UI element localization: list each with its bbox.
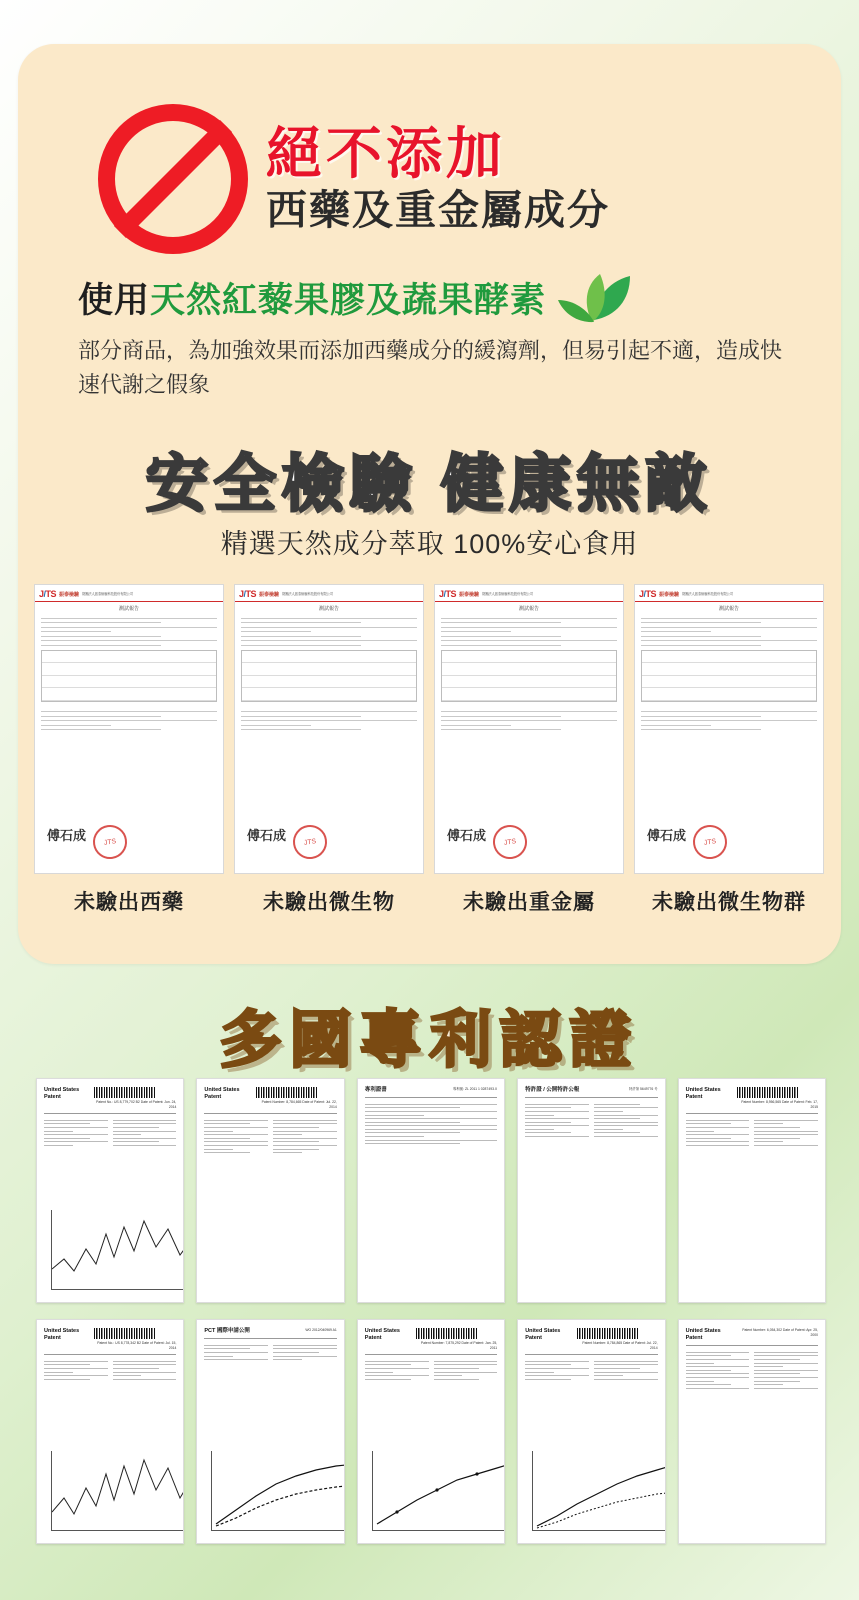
certificate-document (234, 584, 424, 874)
patent-title: 專利證書 (364, 1087, 387, 1093)
patent-title: United States Patent (685, 1087, 721, 1101)
certificate-body (435, 618, 623, 646)
patent-figure (372, 1451, 505, 1531)
patent-meta: Patent No.: US 8,778,342 B2 Date of Patent: Jul. 15, 2014 (97, 1341, 177, 1351)
patent-header (44, 1087, 176, 1114)
patent-columns (204, 1117, 336, 1156)
patent-document[interactable] (678, 1319, 826, 1544)
patent-document[interactable] (196, 1319, 344, 1544)
patent-header (365, 1328, 497, 1355)
no-additive-text (266, 122, 610, 233)
patent-header (204, 1328, 336, 1339)
patent-figure (51, 1451, 184, 1531)
lab-stamp-icon: JTS (691, 823, 729, 861)
patent-title: United States Patent (364, 1328, 400, 1342)
patent-meta: 特許第 5649776 号 (628, 1087, 658, 1091)
lab-stamp-icon: JTS (291, 823, 329, 861)
certificate-header (435, 585, 623, 602)
certificate-title: 測試報告 (518, 606, 539, 612)
certificate-caption: 未驗出微生物群 (652, 891, 806, 914)
barcode-icon (737, 1087, 799, 1098)
patent-header (525, 1328, 657, 1355)
patent-columns (525, 1358, 657, 1382)
certificate-header (635, 585, 823, 602)
patent-document[interactable] (517, 1078, 665, 1303)
signature: 傅石成 (47, 828, 87, 843)
certificate-title: 測試報告 (118, 606, 139, 612)
patent-meta: Patent Number: 7,875,292 Date of Patent: Jan. 25, 2011 (420, 1341, 498, 1351)
patent-header (365, 1087, 497, 1098)
natural-highlight: 天然紅藜果膠及蔬果酵素 (150, 281, 547, 320)
patent-title: United States Patent (685, 1328, 721, 1342)
patent-meta: Patent Number: 8,784,865 Date of Patent: Jul. 22, 2014 (582, 1341, 658, 1351)
prohibition-icon (98, 104, 248, 254)
patent-title: United States Patent (44, 1087, 80, 1101)
no-additive-line1: 絕不添加 (266, 122, 506, 186)
patent-figure (532, 1451, 665, 1531)
warning-paragraph: 部分商品，為加強效果而添加西藥成分的緩瀉劑，但易引起不適，造成快速代謝之假象 (78, 338, 783, 398)
certificate-title: 測試報告 (318, 606, 339, 612)
certificate-result-table (641, 650, 817, 702)
certificate-result-table (441, 650, 617, 702)
patent-figure (211, 1451, 344, 1531)
patent-meta: Patent No.: US 8,779,702 B2 Date of Patent: Jun. 24, 2014 (96, 1100, 177, 1110)
safety-sub-slogan: 精選天然成分萃取 100%安心食用 (220, 529, 639, 559)
lab-header-note: 財團法人振泰檢驗科技股份有限公司 (282, 591, 334, 596)
leaf-icon (554, 272, 634, 324)
patent-columns (525, 1101, 657, 1140)
patent-section-title: 多國專利認證 (219, 1007, 640, 1075)
patent-meta: Patent Number: 8,784,665 Date of Patent: Jul. 22, 2014 (261, 1100, 337, 1110)
certificate-document (634, 584, 824, 874)
lab-header-note: 財團法人振泰檢驗科技股份有限公司 (482, 591, 534, 596)
certificate-title: 測試報告 (718, 606, 739, 612)
patent-columns (686, 1117, 818, 1148)
lab-name: 振泰檢驗 (659, 591, 680, 598)
patent-figure (51, 1210, 184, 1290)
safety-slogan: 安全檢驗 健康無敵 (145, 450, 714, 519)
certificate-item[interactable] (634, 584, 824, 916)
barcode-icon (94, 1328, 156, 1339)
patent-title: PCT 國際申請公開 (204, 1328, 250, 1334)
certificate-footnotes (435, 706, 623, 736)
patent-title: United States Patent (525, 1328, 561, 1342)
jts-logo-icon: J/TS (439, 589, 457, 599)
signature: 傅石成 (247, 828, 287, 843)
barcode-icon (94, 1087, 156, 1098)
patent-document[interactable] (196, 1078, 344, 1303)
certificate-caption: 未驗出西藥 (74, 891, 184, 914)
patent-columns (686, 1349, 818, 1391)
signature: 傅石成 (447, 828, 487, 843)
barcode-icon (256, 1087, 318, 1098)
patent-columns (365, 1358, 497, 1382)
patent-meta: Patent Number: 6,054,302 Date of Patent: Apr. 25, 2000 (742, 1328, 818, 1338)
patent-columns (204, 1342, 336, 1363)
certificate-body (235, 618, 423, 646)
certificate-footnotes (35, 706, 223, 736)
certificate-caption: 未驗出微生物 (263, 891, 395, 914)
certificate-footnotes (235, 706, 423, 736)
barcode-icon (416, 1328, 478, 1339)
certificate-header (235, 585, 423, 602)
patent-document[interactable] (678, 1078, 826, 1303)
lab-header-note: 財團法人振泰檢驗科技股份有限公司 (682, 591, 734, 596)
barcode-icon (577, 1328, 639, 1339)
patent-meta: 專利號: ZL 2011 1 0287493.X (452, 1087, 498, 1091)
patent-document-grid (36, 1078, 826, 1544)
certificate-caption: 未驗出重金屬 (463, 891, 595, 914)
patent-columns (44, 1358, 176, 1382)
certificate-item[interactable] (434, 584, 624, 916)
patent-header (44, 1328, 176, 1355)
no-additive-banner (98, 104, 778, 254)
patent-header (525, 1087, 657, 1098)
no-additive-line2: 西藥及重金屬成分 (266, 186, 610, 233)
certificate-header (35, 585, 223, 602)
certificate-body (635, 618, 823, 646)
certificate-item[interactable] (234, 584, 424, 916)
patent-document[interactable] (36, 1319, 184, 1544)
patent-document[interactable] (517, 1319, 665, 1544)
patent-meta: WO 2012/040969 A1 (305, 1328, 337, 1332)
patent-document[interactable] (357, 1078, 505, 1303)
patent-title: 特許證 / 公開特許公報 (525, 1087, 580, 1093)
patent-columns (365, 1101, 497, 1147)
certificate-result-table (41, 650, 217, 702)
patent-columns (44, 1117, 176, 1148)
patent-title: United States Patent (204, 1087, 240, 1101)
certificate-list (34, 584, 824, 916)
patent-title: United States Patent (44, 1328, 80, 1342)
certificate-document (34, 584, 224, 874)
safety-card (18, 44, 841, 964)
natural-prefix: 使用 (78, 281, 151, 320)
natural-ingredient-line (78, 272, 778, 324)
patent-document[interactable] (36, 1078, 184, 1303)
lab-stamp-icon: JTS (91, 823, 129, 861)
jts-logo-icon: J/TS (39, 589, 57, 599)
jts-logo-icon: J/TS (639, 589, 657, 599)
lab-name: 振泰檢驗 (259, 591, 280, 598)
lab-name: 振泰檢驗 (59, 591, 80, 598)
lab-header-note: 財團法人振泰檢驗科技股份有限公司 (82, 591, 134, 596)
certificate-item[interactable] (34, 584, 224, 916)
certificate-result-table (241, 650, 417, 702)
certificate-footnotes (635, 706, 823, 736)
patent-header (686, 1328, 818, 1346)
patent-document[interactable] (357, 1319, 505, 1544)
patent-header (686, 1087, 818, 1114)
jts-logo-icon: J/TS (239, 589, 257, 599)
patent-meta: Patent Number: 8,956,565 Date of Patent: Feb. 17, 2015 (741, 1100, 818, 1110)
certificate-document (434, 584, 624, 874)
lab-stamp-icon: JTS (491, 823, 529, 861)
certificate-body (35, 618, 223, 646)
lab-name: 振泰檢驗 (459, 591, 480, 598)
patent-header (204, 1087, 336, 1114)
signature: 傅石成 (647, 828, 687, 843)
